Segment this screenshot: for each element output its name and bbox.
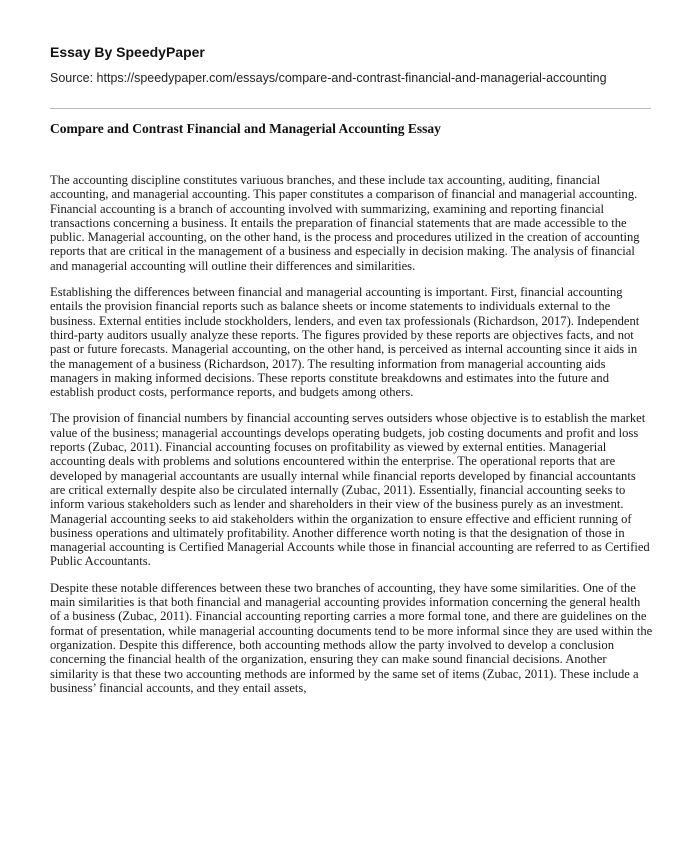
body-paragraph: The provision of financial numbers by financial accounting serves outsiders whose objective is to establish the market value of the business; managerial accountings develops operating budgets, job costing documents and profit and loss reports (Zubac, 2011). Financial accounting focuses on profitability as viewed by external entities. Managerial accounting deals with problems and solutions encountered within the enterprise. The operational reports that are developed by managerial accountants are usually internal while financial reports developed by financial accountants are critical externally despite also be circulated internally (Zubac, 2011). Essentially, financial accounting seeks to inform various stakeholders such as lender and shareholders in their view of the business purely as an investment. Managerial accounting seeks to aid stakeholders within the organization to ensure effective and efficient running of business operations and ultimately profitability. Another difference worth noting is that the designation of those in managerial accounting is Certified Managerial Accounts while those in financial accounting are referred to as Certified Public Accountants. xyxy=(50,411,650,569)
document-body xyxy=(50,173,653,707)
essay-publisher-title: Essay By SpeedyPaper xyxy=(50,44,205,60)
body-paragraph: The accounting discipline constitutes variuous branches, and these include tax accounting, auditing, financial accounting, and managerial accounting. This paper constitutes a comparison of financial and managerial accounting. Financial accounting is a branch of accounting involved with summarizing, examining and reporting financial transactions concerning a business. It entails the preparation of financial statements that are made accessible to the public. Managerial accounting, on the other hand, is the process and procedures utilized in the creation of accounting reports that are critical in the management of a business and especially in decision making. The analysis of financial and managerial accounting will outline their differences and similarities. xyxy=(50,173,640,273)
body-paragraph: Establishing the differences between financial and managerial accounting is important. First, financial accounting entails the provision financial reports such as balance sheets or income statements to individuals external to the business. External entities include stockholders, lenders, and even tax professionals (Richardson, 2017). Independent third-party auditors usually analyze these reports. The figures provided by these reports are objectives facts, and not past or future forecasts. Managerial accounting, on the other hand, is perceived as internal accounting since it aids in the management of a business (Richardson, 2017). The resulting information from managerial accounting aids managers in making informed decisions. These reports constitute breakdowns and estimates into the future and establish product costs, performance reports, and budgets among others. xyxy=(50,285,640,400)
source-url-line: Source: https://speedypaper.com/essays/compare-and-contrast-financial-and-managerial-accounting xyxy=(50,71,607,85)
body-paragraph: Despite these notable differences between these two branches of accounting, they have some similarities. One of the main similarities is that both financial and managerial accounting provides information concerning the general health of a business (Zubac, 2011). Financial accounting reporting carries a more formal tone, and there are guidelines on the format of presentation, while managerial accounting documents tend to be more informal since they are used within the organization. Despite this difference, both accounting methods allow the party involved to develop a conclusion concerning the financial health of the organization, ensuring they can make sound financial decisions. Another similarity is that these two accounting methods are informed by the same set of items (Zubac, 2011). These include a business’ financial accounts, and they entail assets, xyxy=(50,580,653,695)
header-divider xyxy=(50,108,651,109)
document-title: Compare and Contrast Financial and Managerial Accounting Essay xyxy=(50,121,441,136)
